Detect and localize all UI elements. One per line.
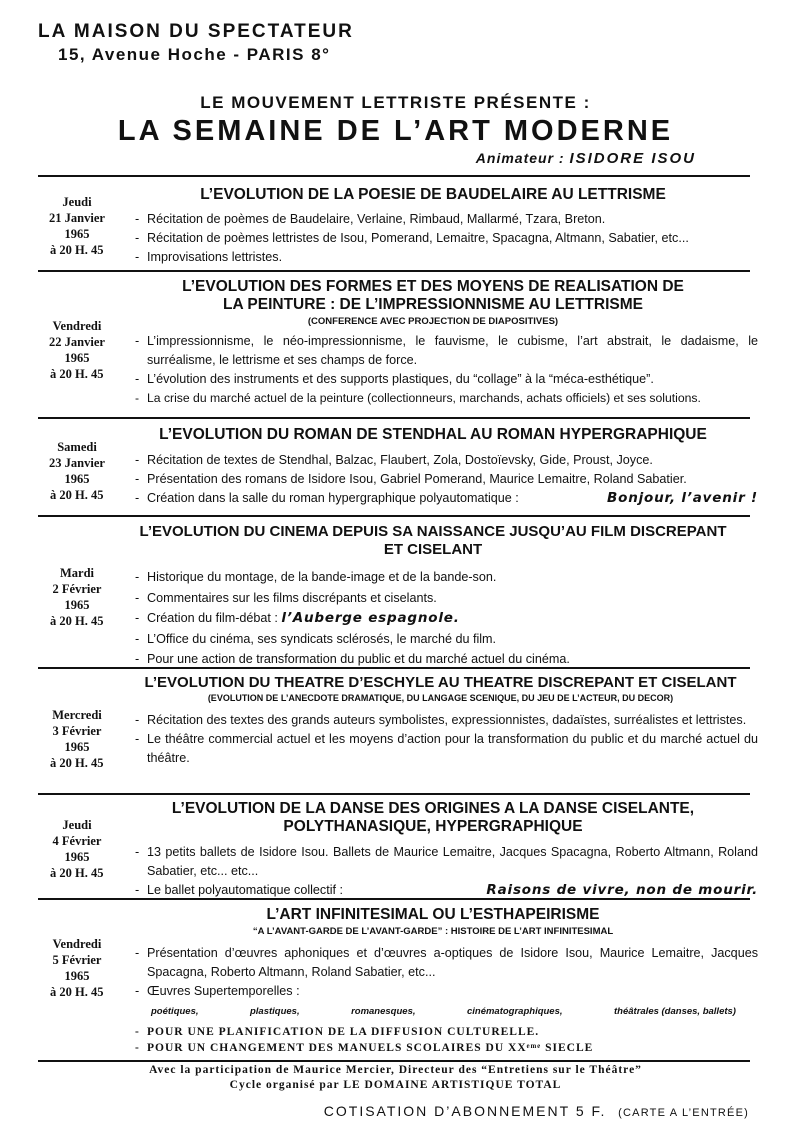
section-day-date: 5 Février: [52, 953, 102, 967]
list-item-text: Création du film-débat :: [147, 611, 278, 625]
section-year: 1965: [64, 969, 90, 983]
section-year: 1965: [64, 472, 90, 486]
section-title: [133, 523, 733, 559]
animator-line: [476, 150, 696, 167]
list-item-text: Le ballet polyautomatique collectif :: [147, 883, 344, 897]
section-dance: [38, 795, 758, 898]
featured-title: Bonjour, l’avenir !: [607, 490, 758, 506]
list-item: - Le théâtre commercial actuel et les moyens d’action pour la transformation du public et du marché actuel du théâtre.: [133, 730, 758, 768]
section-subtitle: (CONFERENCE AVEC PROJECTION DE DIAPOSITIVES): [307, 316, 559, 327]
section-title: L’EVOLUTION DU ROMAN DE STENDHAL AU ROMAN HYPERGRAPHIQUE: [159, 426, 707, 443]
section-title-line: L’EVOLUTION DU CINEMA DEPUIS SA NAISSANCE JUSQU’AU FILM DISCREPANT: [139, 523, 727, 540]
section-time: à 20 H. 45: [50, 367, 104, 381]
venue-name: LA MAISON DU SPECTATEUR: [38, 21, 354, 42]
section-day: Jeudi: [62, 818, 92, 832]
list-item: - L’impressionnisme, le néo-impressionnisme, le fauvisme, le cubisme, l’art abstrait, le dadaisme, le surréalisme, le lettrisme et ses champs de force.: [133, 332, 758, 370]
section-date: [38, 194, 116, 258]
oeuvre-type: plastiques,: [249, 1006, 300, 1017]
section-day: Mercredi: [52, 708, 102, 722]
section-day-date: 2 Février: [52, 582, 102, 596]
section-items: [133, 332, 758, 408]
subscription-price: [324, 1103, 749, 1119]
list-item: - Œuvres Supertemporelles :: [133, 982, 758, 1001]
section-title-line: ET CISELANT: [383, 541, 483, 558]
section-title: L’EVOLUTION DU THEATRE D’ESCHYLE AU THEATRE DISCREPANT ET CISELANT: [144, 674, 737, 691]
section-title-line: L’EVOLUTION DES FORMES ET DES MOYENS DE REALISATION DE: [182, 278, 684, 295]
oeuvre-type: romanesques,: [351, 1006, 416, 1017]
section-title: L’EVOLUTION DE LA POESIE DE BAUDELAIRE AU LETTRISME: [200, 186, 666, 203]
closing-statements: [133, 1024, 593, 1056]
section-subtitle: (EVOLUTION DE L’ANECDOTE DRAMATIQUE, DU LANGAGE SCENIQUE, DU JEU DE L’ACTEUR, DU DECOR): [207, 693, 674, 703]
section-day: Vendredi: [52, 319, 102, 333]
section-items: [133, 567, 758, 670]
list-item: - L’évolution des instruments et des supports plastiques, du “collage” à la “méca-esthétique”.: [133, 370, 758, 389]
divider: [38, 1060, 750, 1062]
section-novel: [38, 419, 758, 515]
section-items: [133, 711, 758, 768]
presents-line: LE MOUVEMENT LETTRISTE PRÉSENTE :: [200, 93, 591, 112]
section-painting: [38, 272, 758, 417]
section-day: Vendredi: [52, 937, 102, 951]
section-day-date: 4 Février: [52, 834, 102, 848]
section-subtitle: “A L’AVANT-GARDE DE L’AVANT-GARDE” : HISTOIRE DE L’ART INFINITESIMAL: [252, 926, 614, 937]
list-item: - Historique du montage, de la bande-image et de la bande-son.: [133, 567, 758, 588]
section-title: [133, 278, 733, 314]
section-date: [38, 439, 116, 503]
section-year: 1965: [64, 740, 90, 754]
section-date: [38, 707, 116, 771]
section-date: [38, 936, 116, 1000]
section-infinitesimal: [38, 900, 758, 1060]
section-day-date: 3 Février: [52, 724, 102, 738]
oeuvre-type: poétiques,: [151, 1006, 199, 1017]
section-year: 1965: [64, 850, 90, 864]
section-day: Mardi: [59, 566, 95, 580]
oeuvres-list: [143, 1004, 736, 1020]
section-day: Samedi: [57, 440, 97, 454]
section-day-date: 22 Janvier: [49, 335, 105, 349]
page-title: LA SEMAINE DE L’ART MODERNE: [117, 115, 674, 147]
list-item: - Présentation d’œuvres aphoniques et d’œuvres a-optiques de Isidore Isou, Maurice Lemaitre, Jacques Spacagna, Roberto Altmann, Roland Sabatier, etc...: [133, 944, 758, 982]
section-year: 1965: [64, 351, 90, 365]
list-item: - Commentaires sur les films discrépants et ciselants.: [133, 588, 758, 609]
section-day-date: 23 Janvier: [49, 456, 105, 470]
venue-address: 15, Avenue Hoche - PARIS 8°: [58, 45, 331, 64]
section-cinema: [38, 517, 750, 667]
closing-line: - POUR UNE PLANIFICATION DE LA DIFFUSION CULTURELLE.: [133, 1024, 593, 1040]
divider: [38, 175, 750, 177]
list-item: - Récitation de poèmes lettristes de Isou, Pomerand, Lemaitre, Spacagna, Altmann, Sabatier, etc...: [133, 229, 758, 248]
section-time: à 20 H. 45: [50, 243, 104, 257]
section-items: [133, 210, 758, 267]
section-poetry: [38, 178, 750, 270]
list-item: [133, 608, 758, 629]
list-item-text: Création dans la salle du roman hypergraphique polyautomatique :: [147, 491, 519, 505]
oeuvre-type: théâtrales (danses, ballets): [614, 1006, 736, 1017]
section-time: à 20 H. 45: [50, 614, 104, 628]
subscription-label: COTISATION D’ABONNEMENT 5 F.: [323, 1103, 607, 1119]
section-date: [38, 565, 116, 629]
list-item: - Récitation de textes de Stendhal, Balzac, Flaubert, Zola, Dostoïevsky, Gide, Proust, Joyce.: [133, 451, 758, 470]
oeuvre-type: cinématographiques,: [466, 1006, 563, 1017]
section-time: à 20 H. 45: [50, 985, 104, 999]
section-time: à 20 H. 45: [50, 866, 104, 880]
list-item: - Récitation des textes des grands auteurs symbolistes, expressionnistes, dadaïstes, surréalistes et lettristes.: [133, 711, 758, 730]
section-title-line: L’EVOLUTION DE LA DANSE DES ORIGINES A LA DANSE CISELANTE,: [171, 800, 695, 817]
section-day: Jeudi: [62, 195, 92, 209]
credit-line: Avec la participation de Maurice Mercier, Directeur des “Entretiens sur le Théâtre”: [149, 1064, 642, 1076]
closing-line: - POUR UN CHANGEMENT DES MANUELS SCOLAIRES DU XXᵉᵐᵉ SIECLE: [133, 1040, 593, 1056]
animator-label: Animateur :: [475, 150, 570, 166]
venue-block: [38, 20, 354, 66]
credit-line: Cycle organisé par LE DOMAINE ARTISTIQUE TOTAL: [229, 1079, 562, 1091]
list-item: - L’Office du cinéma, ses syndicats sclérosés, le marché du film.: [133, 629, 758, 650]
featured-title: Raisons de vivre, non de mourir.: [486, 882, 758, 898]
section-time: à 20 H. 45: [50, 756, 104, 770]
section-title-line: LA PEINTURE : DE L’IMPRESSIONNISME AU LETTRISME: [223, 296, 643, 313]
list-item: - Récitation de poèmes de Baudelaire, Verlaine, Rimbaud, Mallarmé, Tzara, Breton.: [133, 210, 758, 229]
section-items: [133, 944, 758, 1001]
section-year: 1965: [64, 227, 90, 241]
section-items: [133, 451, 758, 508]
list-item: - Pour une action de transformation du public et du marché actuel du cinéma.: [133, 649, 758, 670]
list-item: - Improvisations lettristes.: [133, 248, 758, 267]
credits: [0, 1063, 791, 1093]
list-item: [133, 489, 758, 508]
section-time: à 20 H. 45: [50, 488, 104, 502]
section-date: [38, 817, 116, 881]
section-theatre: [38, 669, 758, 793]
section-title: L’ART INFINITESIMAL OU L’ESTHAPEIRISME: [266, 906, 600, 923]
list-item: - 13 petits ballets de Isidore Isou. Ballets de Maurice Lemaitre, Jacques Spacagna, Roberto Altmann, Roland Sabatier, etc... etc...: [133, 843, 758, 881]
section-items: [133, 843, 758, 900]
list-item: - La crise du marché actuel de la peinture (collectionneurs, marchands, achats officiels) et ses solutions.: [133, 389, 758, 408]
section-year: 1965: [64, 598, 90, 612]
list-item: - Présentation des romans de Isidore Isou, Gabriel Pomerand, Maurice Lemaitre, Roland Sabatier.: [133, 470, 758, 489]
section-date: [38, 318, 116, 382]
section-title-line: POLYTHANASIQUE, HYPERGRAPHIQUE: [283, 818, 583, 835]
animator-name: ISIDORE ISOU: [569, 150, 696, 167]
subscription-note: (CARTE A L’ENTRÉE): [618, 1107, 749, 1119]
section-title: [133, 800, 733, 836]
section-day-date: 21 Janvier: [49, 211, 105, 225]
featured-title: l’Auberge espagnole.: [281, 610, 460, 626]
